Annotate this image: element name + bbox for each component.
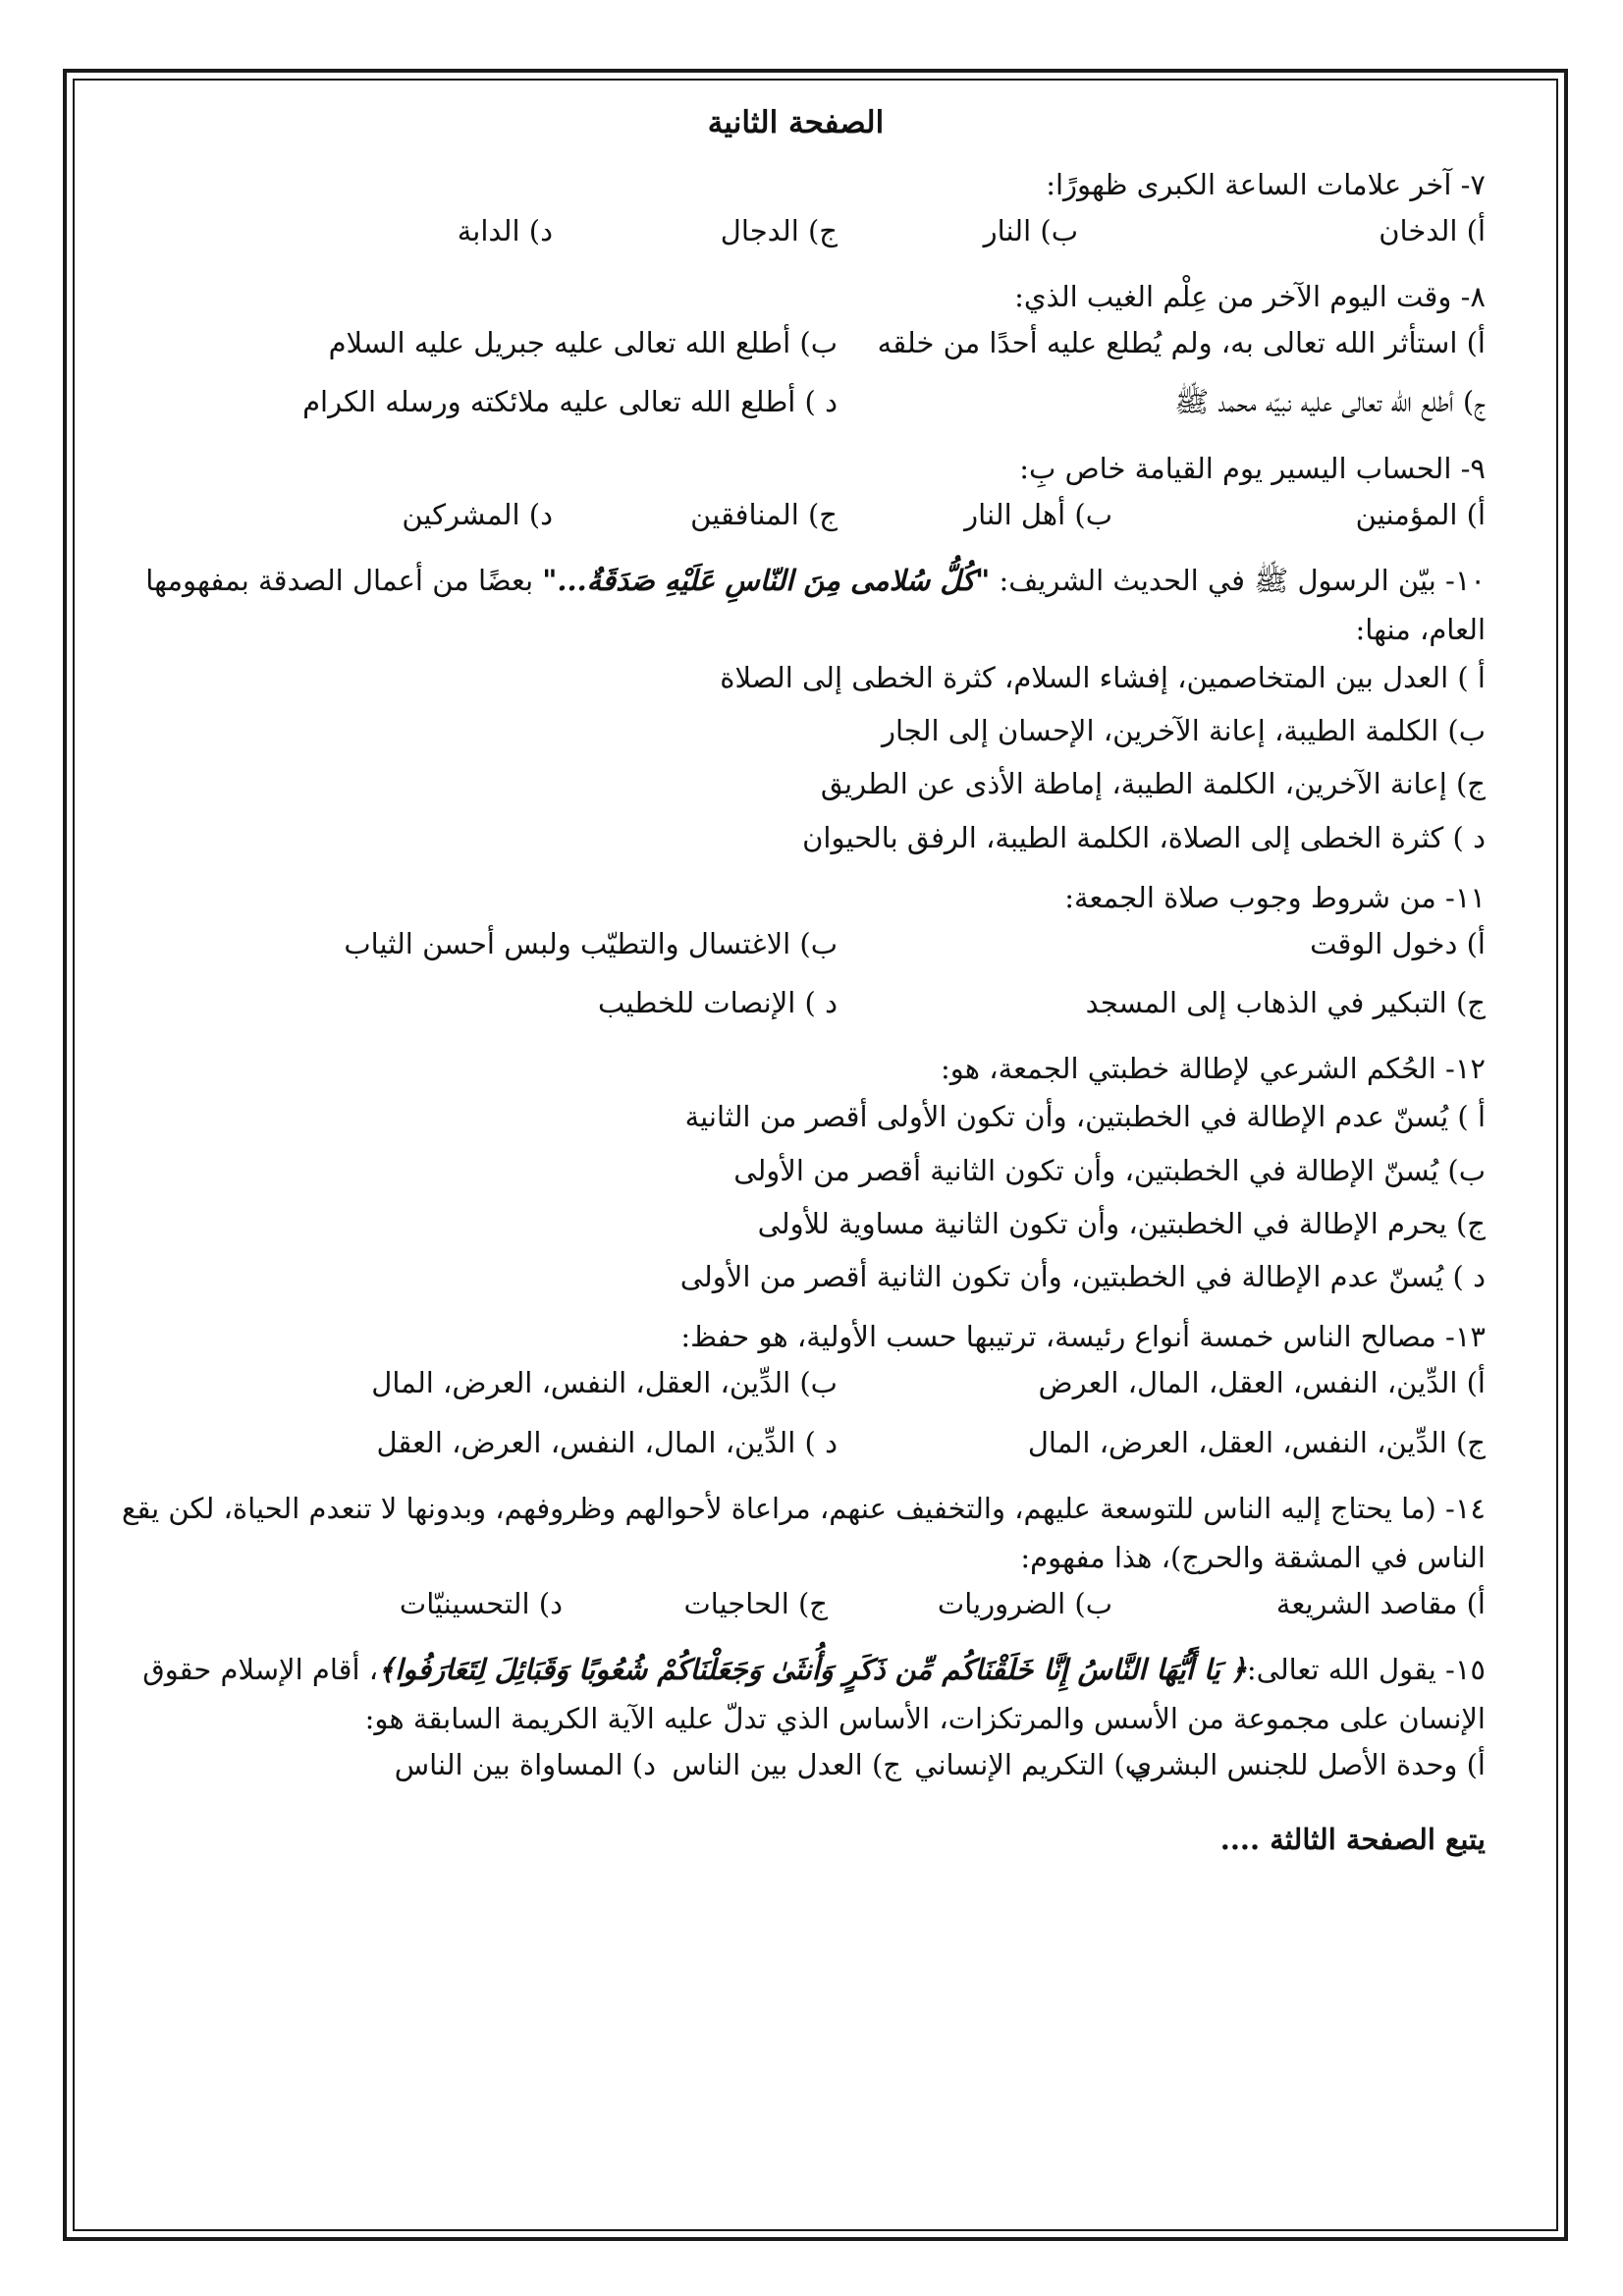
- question-15: [106, 1645, 1486, 1782]
- continue-note: يتبع الصفحة الثالثة ....: [1219, 1823, 1486, 1857]
- option-b[interactable]: ب) الكلمة الطيبة، إعانة الآخرين، الإحسان إلى الجار: [882, 714, 1486, 747]
- question-stem: ٧- آخر علامات الساعة الكبرى ظهورًا:: [1046, 167, 1486, 201]
- option-d[interactable]: د) التحسينيّات: [399, 1586, 563, 1620]
- option-c[interactable]: ج) يحرم الإطالة في الخطبتين، وأن تكون الثانية مساوية للأولى: [757, 1206, 1486, 1240]
- question-8: [106, 272, 1486, 420]
- option-a[interactable]: أ) المؤمنين: [1355, 497, 1486, 531]
- option-c[interactable]: ج) المنافقين: [690, 497, 838, 531]
- option-c[interactable]: ج) إعانة الآخرين، الكلمة الطيبة، إماطة الأذى عن الطريق: [820, 767, 1486, 801]
- option-a[interactable]: أ) مقاصد الشريعة: [1275, 1586, 1486, 1620]
- option-c[interactable]: ج) الدجال: [720, 213, 838, 247]
- option-d[interactable]: د) المشركين: [402, 497, 553, 531]
- options-row: [106, 985, 1486, 1020]
- question-10: [106, 556, 1486, 855]
- exam-page: [106, 94, 1486, 1858]
- footer: [106, 1822, 1486, 1857]
- options-list: [106, 660, 1486, 855]
- option-a[interactable]: أ) الدخان: [1379, 213, 1486, 247]
- options-row: [106, 1586, 1486, 1621]
- option-a[interactable]: أ ) العدل بين المتخاصمين، إفشاء السلام، كثرة الخطى إلى الصلاة: [720, 660, 1486, 694]
- options-row: [106, 497, 1486, 532]
- option-b[interactable]: ب) الضروريات: [937, 1586, 1112, 1620]
- options-list: [106, 1099, 1486, 1294]
- option-d[interactable]: د ) أطلع الله تعالى عليه ملائكته ورسله الكرام: [302, 385, 838, 419]
- options-row: [106, 1747, 1486, 1782]
- stem-text: ، أقام الإسلام حقوق الإنسان على مجموعة من الأسس والمرتكزات، الأساس الذي تدلّ عليه الآية الكريمة السابقة هو:: [142, 1653, 1486, 1735]
- option-d[interactable]: د) الدابة: [457, 213, 553, 247]
- option-c[interactable]: ج) العدل بين الناس: [672, 1748, 901, 1781]
- options-row: [106, 213, 1486, 248]
- page-title: الصفحة الثانية: [707, 105, 885, 140]
- option-a[interactable]: أ) استأثر الله تعالى به، ولم يُطلع عليه أحدًا من خلقه: [877, 326, 1486, 359]
- option-c[interactable]: ج) أطلع الله تعالى عليه نبيّه محمد ﷺ: [1174, 385, 1486, 419]
- option-a[interactable]: أ) وحدة الأصل للجنس البشري: [1129, 1748, 1486, 1781]
- option-b[interactable]: ب) التكريم الإنساني: [914, 1748, 1152, 1781]
- question-stem: ١٣- مصالح الناس خمسة أنواع رئيسة، ترتيبها حسب الأولية، هو حفظ:: [680, 1320, 1486, 1354]
- question-12: [106, 1044, 1486, 1294]
- option-b[interactable]: ب) النار: [983, 213, 1078, 247]
- question-14: [106, 1484, 1486, 1621]
- option-a[interactable]: أ) دخول الوقت: [1310, 926, 1486, 960]
- option-b[interactable]: ب) أهل النار: [964, 497, 1112, 531]
- options-row: [106, 384, 1486, 419]
- question-7: [106, 160, 1486, 248]
- options-row: [106, 325, 1486, 360]
- stem-text: ١٥- يقول الله تعالى:: [1246, 1653, 1486, 1686]
- question-stem: ١٢- الحُكم الشرعي لإطالة خطبتي الجمعة، هو:: [941, 1052, 1486, 1086]
- option-d[interactable]: د) المساواة بين الناس: [394, 1748, 656, 1781]
- option-b[interactable]: ب) الدِّين، العقل، النفس، العرض، المال: [371, 1366, 838, 1400]
- options-row: [106, 1365, 1486, 1400]
- option-c[interactable]: ج) الدِّين، النفس، العقل، العرض، المال: [1027, 1425, 1486, 1459]
- question-stem: ٨- وقت اليوم الآخر من عِلْم الغيب الذي:: [1014, 280, 1486, 313]
- quran-verse: ﴿ يَا أَيُّهَا النَّاسُ إِنَّا خَلَقْنَاكُم مِّن ذَكَرٍ وَأُنثَىٰ وَجَعَلْنَاكُمْ شُعُوبًا وَقَبَائِلَ لِتَعَارَفُوا﴾: [378, 1653, 1247, 1686]
- question-stem: ١٤- (ما يحتاج إليه الناس للتوسعة عليهم، والتخفيف عنهم، مراعاة لأحوالهم وظروفهم، وبدونها لا تنعدم الحياة، لكن يقع الناس في المشقة والحرج)، هذا مفهوم:: [122, 1491, 1486, 1574]
- options-row: [106, 1425, 1486, 1460]
- option-d[interactable]: د ) الإنصات للخطيب: [597, 986, 838, 1019]
- option-d[interactable]: د ) يُسنّ عدم الإطالة في الخطبتين، وأن تكون الثانية أقصر من الأولى: [679, 1260, 1486, 1293]
- stem-text: بعضًا من أعمال الصدقة بمفهومها العام، منها:: [145, 563, 1486, 646]
- option-c[interactable]: ج) الحاجيات: [683, 1586, 828, 1620]
- option-a[interactable]: أ ) يُسنّ عدم الإطالة في الخطبتين، وأن تكون الأولى أقصر من الثانية: [684, 1100, 1486, 1134]
- option-b[interactable]: ب) أطلع الله تعالى عليه جبريل عليه السلام: [328, 326, 838, 359]
- question-13: [106, 1312, 1486, 1460]
- option-c[interactable]: ج) التبكير في الذهاب إلى المسجد: [1085, 986, 1486, 1019]
- stem-text: ١٠- بيّن الرسول ﷺ في الحديث الشريف:: [990, 563, 1486, 597]
- question-9: [106, 444, 1486, 532]
- question-11: [106, 873, 1486, 1021]
- question-stem: [106, 1645, 1486, 1743]
- option-a[interactable]: أ) الدِّين، النفس، العقل، المال، العرض: [1038, 1366, 1486, 1400]
- option-d[interactable]: د ) كثرة الخطى إلى الصلاة، الكلمة الطيبة، الرفق بالحيوان: [802, 820, 1486, 854]
- question-stem: ٩- الحساب اليسير يوم القيامة خاص بِ:: [1019, 451, 1486, 485]
- option-d[interactable]: د ) الدِّين، المال، النفس، العرض، العقل: [376, 1425, 838, 1459]
- question-stem: [106, 556, 1486, 654]
- hadith-quote: "كُلُّ سُلامى مِنَ النّاسِ عَلَيْهِ صَدَقَةٌ...": [542, 563, 991, 597]
- option-b[interactable]: ب) يُسنّ الإطالة في الخطبتين، وأن تكون الثانية أقصر من الأولى: [733, 1153, 1486, 1187]
- options-row: [106, 926, 1486, 961]
- option-b[interactable]: ب) الاغتسال والتطيّب ولبس أحسن الثياب: [344, 926, 838, 960]
- question-stem: ١١- من شروط وجوب صلاة الجمعة:: [1064, 880, 1486, 914]
